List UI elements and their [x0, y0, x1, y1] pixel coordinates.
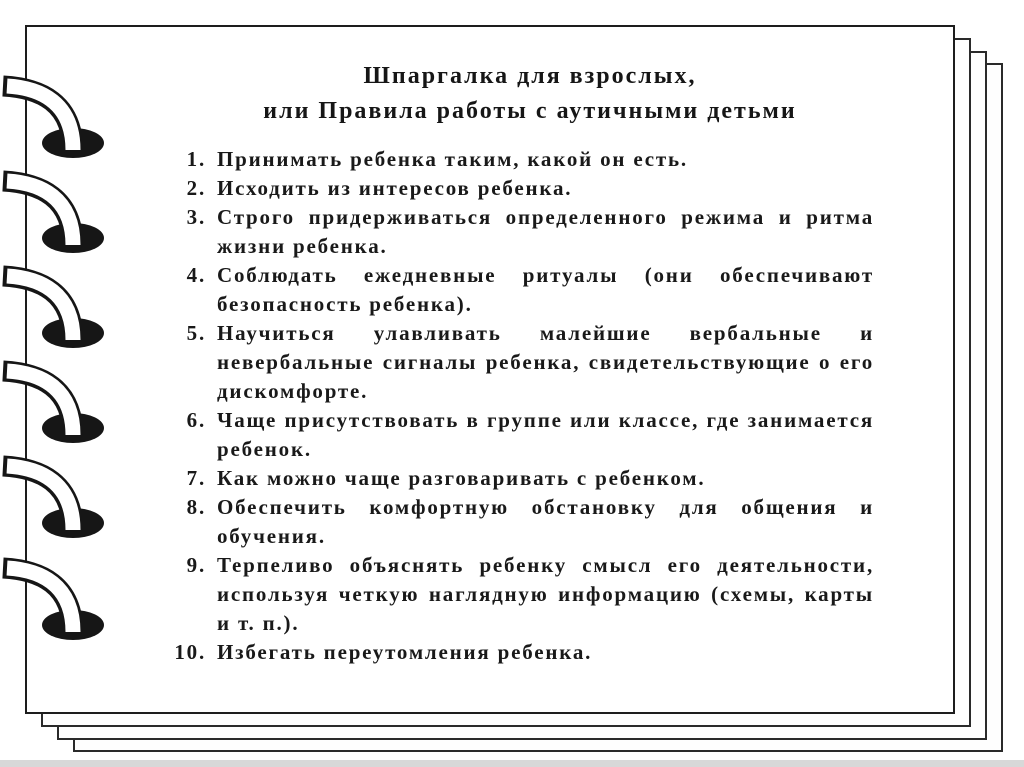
list-item [160, 638, 874, 667]
list-item-text: Принимать ребенка таким, какой он есть. [217, 147, 688, 171]
list-item [160, 203, 874, 261]
list-item-number: 1. [186, 147, 206, 171]
list-item [160, 261, 874, 319]
page-title-line2: или Правила работы с аутичными детьми [263, 98, 797, 124]
page-title-line1: Шпаргалка для взрослых, [363, 63, 697, 89]
list-item [160, 145, 874, 174]
list-item-number: 8. [186, 495, 206, 519]
page-title [177, 59, 883, 129]
list-item-text: Чаще присутствовать в группе или классе, где занимается ребенок. [217, 408, 874, 461]
list-item-text: Строго придерживаться определенного режима и ритма жизни ребенка. [217, 205, 874, 258]
list-item [160, 493, 874, 551]
list-item [160, 464, 874, 493]
list-item [160, 174, 874, 203]
list-item-text: Обеспечить комфортную обстановку для общения и обучения. [217, 495, 874, 548]
list-item-number: 7. [186, 466, 206, 490]
list-item-number: 2. [186, 176, 206, 200]
list-item-number: 10. [174, 640, 206, 664]
rules-list [160, 145, 874, 667]
list-item-number: 4. [186, 263, 206, 287]
list-item-text: Терпеливо объяснять ребенку смысл его деятельности, используя четкую наглядную информацию (схемы, карты и т. п.). [217, 553, 874, 635]
list-item-text: Избегать переутомления ребенка. [217, 640, 593, 664]
page-sheet-main [25, 25, 955, 714]
list-item-text: Как можно чаще разговаривать с ребенком. [217, 466, 706, 490]
list-item [160, 551, 874, 638]
list-item [160, 406, 874, 464]
list-item-number: 6. [186, 408, 206, 432]
list-item-text: Исходить из интересов ребенка. [217, 176, 573, 200]
list-item [160, 319, 874, 406]
list-item-number: 3. [186, 205, 206, 229]
list-item-number: 9. [186, 553, 206, 577]
bottom-edge-strip [0, 760, 1024, 767]
list-item-text: Научиться улавливать малейшие вербальные и невербальные сигналы ребенка, свидетельствующие о его дискомфорте. [217, 321, 874, 403]
list-item-text: Соблюдать ежедневные ритуалы (они обеспечивают безопасность ребенка). [217, 263, 874, 316]
list-item-number: 5. [186, 321, 206, 345]
